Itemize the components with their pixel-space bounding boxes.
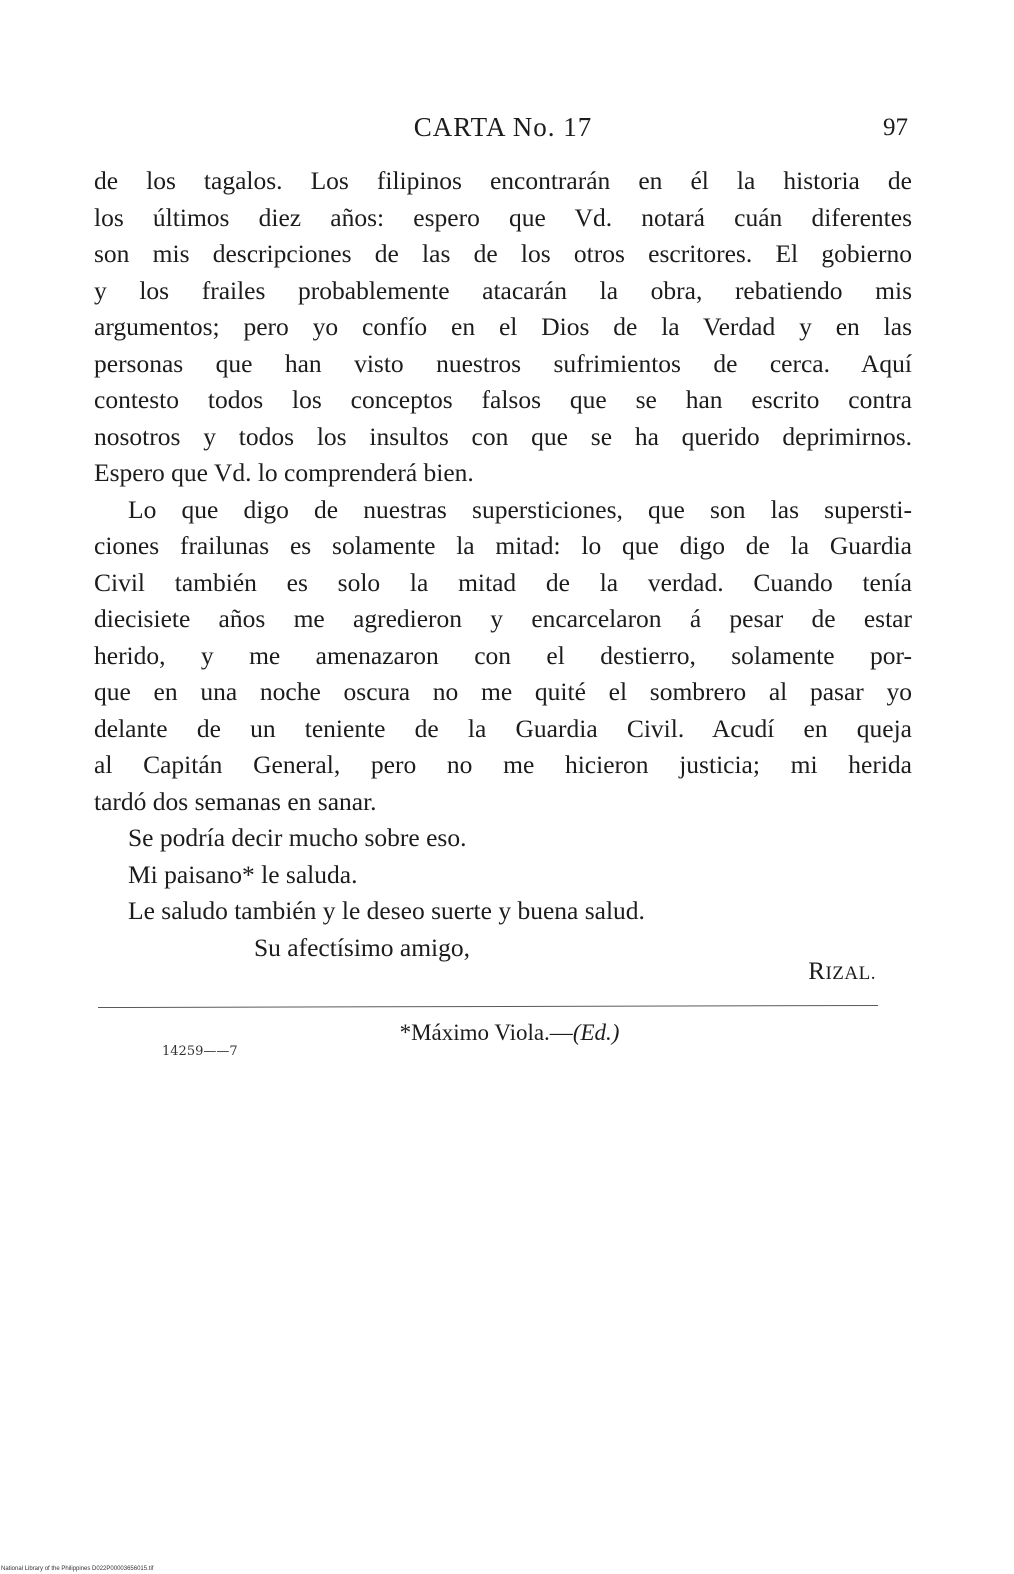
archive-watermark: National Library of the Philippines D022P00003656015.tif <box>1 1566 154 1572</box>
printer-signature-mark: 14259——7 <box>162 1044 238 1059</box>
footnote-text: *Máximo Viola.— <box>399 1020 573 1045</box>
text-line: herido, y me amenazaron con el destierro, solamente por- <box>94 640 912 670</box>
signature-rest: IZAL. <box>825 963 876 984</box>
text-line: son mis descripciones de las de los otros escritores. El gobierno <box>94 239 912 268</box>
footnote-divider <box>98 1005 878 1008</box>
text-line: nosotros y todos los insultos con que se ha querido deprimirnos. <box>94 421 912 451</box>
text-line: que en una noche oscura no me quité el sombrero al pasar yo <box>94 677 912 706</box>
text-line: Se podría decir mucho sobre eso. <box>128 823 467 852</box>
text-line: argumentos; pero yo confío en el Dios de la Verdad y en las <box>94 312 912 341</box>
text-line: diecisiete años me agredieron y encarcelaron á pesar de estar <box>94 604 912 633</box>
text-line: tardó dos semanas en sanar. <box>94 786 377 816</box>
closing-salutation: Su afectísimo amigo, <box>254 932 471 962</box>
text-line: contesto todos los conceptos falsos que se han escrito contra <box>94 385 912 414</box>
text-line: ciones frailunas es solamente la mitad: lo que digo de la Guardia <box>94 531 912 560</box>
text-line: y los frailes probablemente atacarán la obra, rebatiendo mis <box>94 275 912 305</box>
text-line: delante de un teniente de la Guardia Civil. Acudí en queja <box>94 713 912 743</box>
text-line: al Capitán General, pero no me hicieron justicia; mi herida <box>94 750 912 779</box>
chapter-title: CARTA No. 17 <box>413 112 593 142</box>
text-line: personas que han visto nuestros sufrimientos de cerca. Aquí <box>94 348 912 378</box>
text-line: Le saludo también y le deseo suerte y buena salud. <box>128 896 645 925</box>
footnote-editor-mark: (Ed.) <box>572 1020 620 1045</box>
text-line: de los tagalos. Los filipinos encontrarán en él la historia de <box>94 166 912 195</box>
text-line: Civil también es solo la mitad de la verdad. Cuando tenía <box>94 567 912 597</box>
text-line: los últimos diez años: espero que Vd. notará cuán diferentes <box>94 202 912 232</box>
text-line: Mi paisano* le saluda. <box>128 859 358 889</box>
page-number: 97 <box>883 114 908 141</box>
signature-initial: R <box>808 958 826 985</box>
signature <box>808 958 876 986</box>
running-header <box>94 112 912 152</box>
text-line: Lo que digo de nuestras supersticiones, que son las supersti- <box>128 494 912 524</box>
text-line: Espero que Vd. lo comprenderá bien. <box>94 458 474 487</box>
letter-body <box>94 163 912 966</box>
footnote <box>0 1020 1014 1046</box>
